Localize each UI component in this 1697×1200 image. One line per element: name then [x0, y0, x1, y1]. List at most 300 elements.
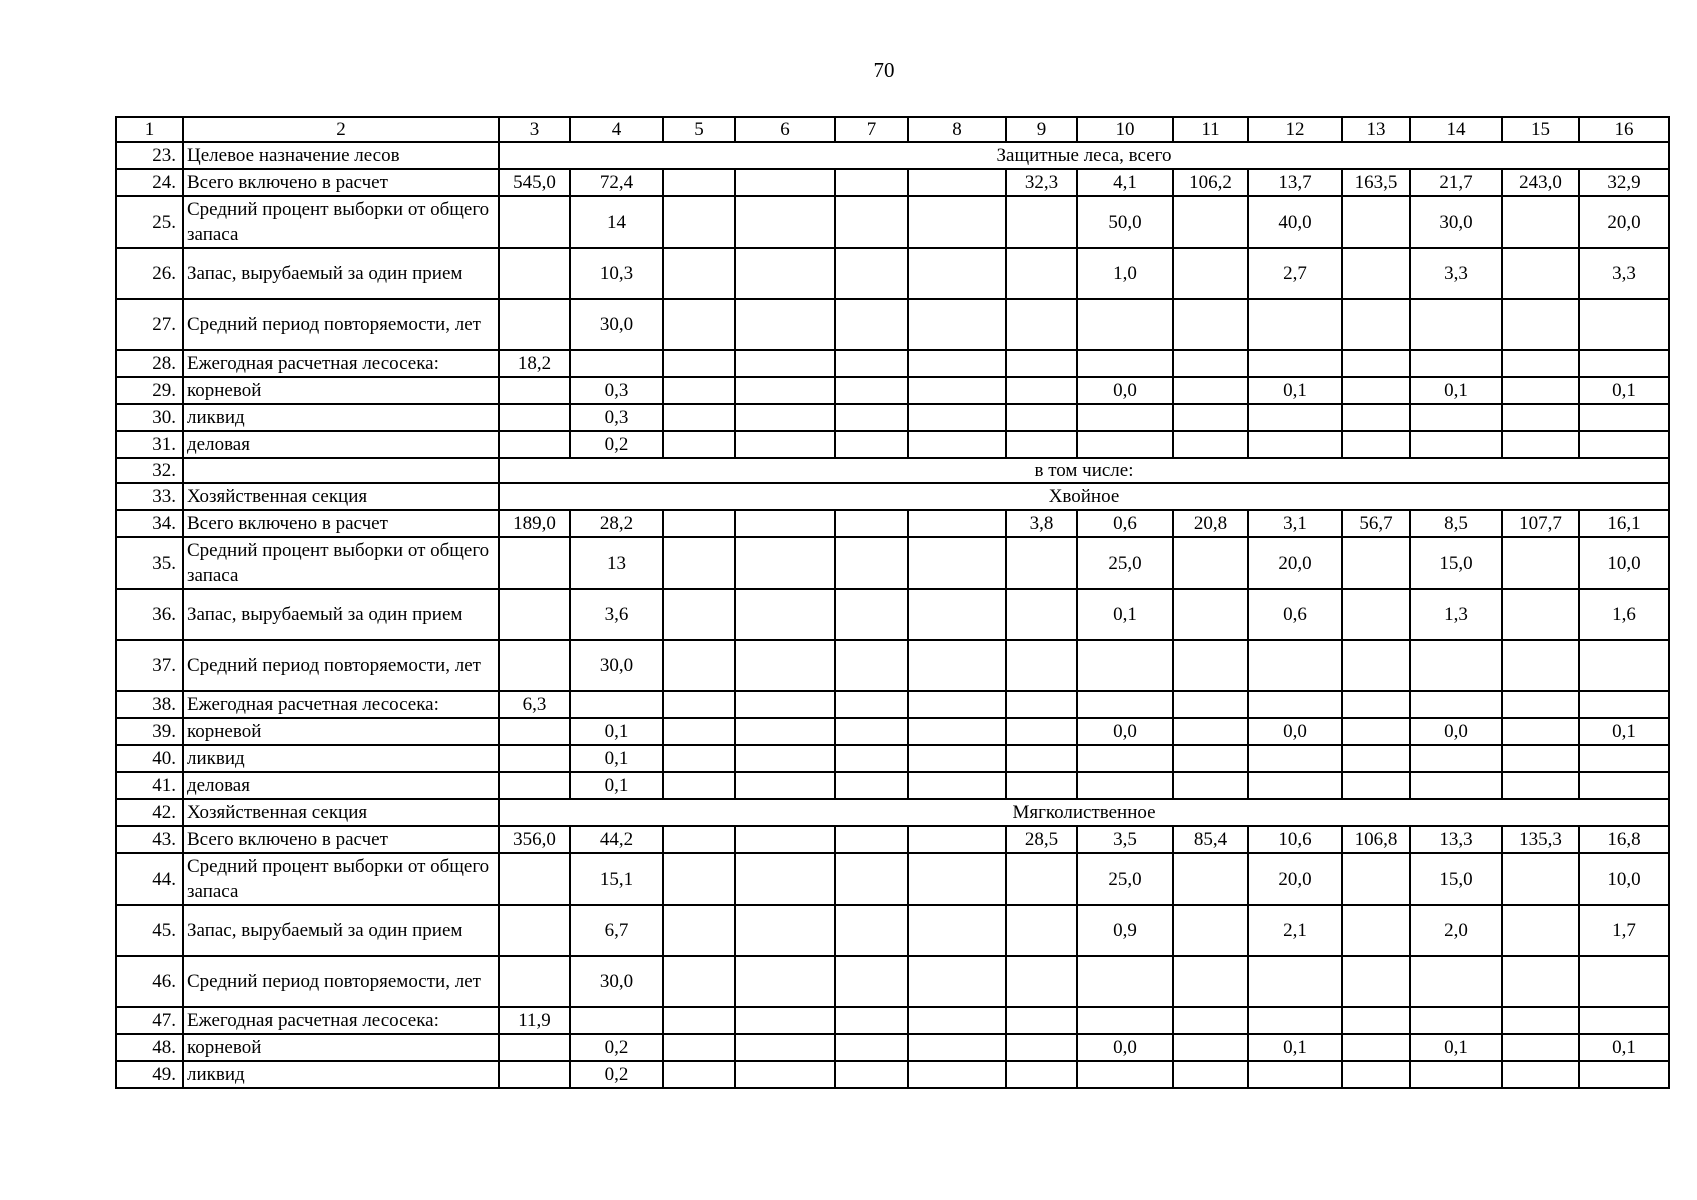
data-cell	[1006, 718, 1077, 745]
data-cell	[499, 772, 570, 799]
data-cell	[663, 1007, 735, 1034]
column-number-header: 14	[1410, 117, 1502, 142]
data-cell: 16,8	[1579, 826, 1669, 853]
data-cell	[1410, 640, 1502, 691]
data-cell	[1342, 377, 1410, 404]
data-cell	[735, 826, 835, 853]
column-number-header: 11	[1173, 117, 1248, 142]
data-cell	[1173, 589, 1248, 640]
data-cell	[835, 826, 908, 853]
data-cell: 3,3	[1410, 248, 1502, 299]
data-cell	[1502, 1034, 1579, 1061]
data-cell	[1410, 431, 1502, 458]
table-row	[116, 905, 1669, 956]
data-cell	[1579, 745, 1669, 772]
data-cell: 545,0	[499, 169, 570, 196]
data-cell	[835, 905, 908, 956]
data-cell: 1,7	[1579, 905, 1669, 956]
data-cell: 14	[570, 196, 663, 248]
data-cell	[499, 718, 570, 745]
data-cell	[1006, 196, 1077, 248]
data-cell: 50,0	[1077, 196, 1173, 248]
table-row	[116, 350, 1669, 377]
data-cell	[1173, 377, 1248, 404]
column-header-row	[116, 117, 1669, 142]
data-cell	[835, 510, 908, 537]
row-label: Всего включено в расчет	[183, 826, 499, 853]
row-label: Средний период повторяемости, лет	[183, 299, 499, 350]
row-label: корневой	[183, 718, 499, 745]
data-cell	[735, 1007, 835, 1034]
row-label: Средний процент выборки от общего запаса	[183, 853, 499, 905]
data-cell	[908, 772, 1006, 799]
data-cell	[1173, 299, 1248, 350]
data-cell: 28,5	[1006, 826, 1077, 853]
data-cell: 3,8	[1006, 510, 1077, 537]
column-number-header: 10	[1077, 117, 1173, 142]
data-cell	[908, 691, 1006, 718]
row-label: Ежегодная расчетная лесосека:	[183, 1007, 499, 1034]
data-cell	[1342, 905, 1410, 956]
data-cell	[1502, 853, 1579, 905]
row-label: Всего включено в расчет	[183, 169, 499, 196]
data-cell: 16,1	[1579, 510, 1669, 537]
data-cell	[663, 905, 735, 956]
data-cell: 10,3	[570, 248, 663, 299]
row-label: корневой	[183, 1034, 499, 1061]
data-cell	[1342, 691, 1410, 718]
data-cell	[1342, 537, 1410, 589]
data-cell	[1173, 772, 1248, 799]
data-cell	[1006, 537, 1077, 589]
data-cell	[1173, 745, 1248, 772]
data-cell	[499, 537, 570, 589]
data-cell	[1077, 772, 1173, 799]
data-cell	[1173, 956, 1248, 1007]
table-row	[116, 404, 1669, 431]
data-cell	[1248, 1007, 1342, 1034]
data-cell: 56,7	[1342, 510, 1410, 537]
data-cell	[1342, 196, 1410, 248]
data-cell	[1342, 589, 1410, 640]
data-cell	[908, 248, 1006, 299]
data-cell: 0,1	[1579, 377, 1669, 404]
data-cell	[1502, 772, 1579, 799]
data-cell	[908, 404, 1006, 431]
data-cell: 30,0	[570, 640, 663, 691]
data-cell: 0,1	[1077, 589, 1173, 640]
column-number-header: 3	[499, 117, 570, 142]
table-row	[116, 691, 1669, 718]
data-cell	[1173, 404, 1248, 431]
table-row	[116, 431, 1669, 458]
data-cell: 3,1	[1248, 510, 1342, 537]
row-label: Запас, вырубаемый за один прием	[183, 589, 499, 640]
data-cell	[1342, 772, 1410, 799]
data-cell	[1579, 431, 1669, 458]
data-cell	[835, 956, 908, 1007]
data-cell	[499, 745, 570, 772]
data-cell	[663, 745, 735, 772]
row-number: 30.	[116, 404, 183, 431]
section-row	[116, 142, 1669, 169]
data-cell	[835, 1034, 908, 1061]
data-cell	[908, 826, 1006, 853]
data-cell	[735, 718, 835, 745]
data-cell: 18,2	[499, 350, 570, 377]
data-cell	[1502, 431, 1579, 458]
row-label: Хозяйственная секция	[183, 799, 499, 826]
data-cell	[835, 718, 908, 745]
data-cell	[1248, 745, 1342, 772]
data-cell	[1502, 691, 1579, 718]
data-cell	[1173, 248, 1248, 299]
data-cell: 40,0	[1248, 196, 1342, 248]
data-cell: 1,6	[1579, 589, 1669, 640]
data-cell	[835, 169, 908, 196]
table-row	[116, 299, 1669, 350]
data-cell	[1006, 956, 1077, 1007]
data-cell	[908, 431, 1006, 458]
data-cell	[735, 772, 835, 799]
table-row	[116, 377, 1669, 404]
data-cell	[1342, 404, 1410, 431]
data-cell	[908, 510, 1006, 537]
data-cell	[735, 537, 835, 589]
row-number: 37.	[116, 640, 183, 691]
data-cell	[1342, 1034, 1410, 1061]
data-cell	[1502, 1007, 1579, 1034]
data-cell: 20,0	[1248, 853, 1342, 905]
data-cell	[735, 196, 835, 248]
data-cell	[1248, 299, 1342, 350]
data-cell	[835, 196, 908, 248]
data-cell	[499, 853, 570, 905]
data-cell	[1077, 404, 1173, 431]
column-number-header: 5	[663, 117, 735, 142]
data-cell	[735, 905, 835, 956]
data-cell	[1502, 299, 1579, 350]
data-cell	[1006, 377, 1077, 404]
data-cell	[1077, 640, 1173, 691]
row-label: Запас, вырубаемый за один прием	[183, 905, 499, 956]
row-label: Средний период повторяемости, лет	[183, 640, 499, 691]
data-cell: 8,5	[1410, 510, 1502, 537]
data-cell: 0,1	[570, 745, 663, 772]
data-cell	[499, 196, 570, 248]
data-cell	[908, 905, 1006, 956]
data-cell: 106,8	[1342, 826, 1410, 853]
table-row	[116, 1061, 1669, 1088]
data-cell: 32,3	[1006, 169, 1077, 196]
data-cell	[663, 589, 735, 640]
data-cell	[735, 956, 835, 1007]
data-cell: 0,2	[570, 431, 663, 458]
data-cell: 0,2	[570, 1034, 663, 1061]
table-row	[116, 853, 1669, 905]
data-cell	[908, 1061, 1006, 1088]
row-label: деловая	[183, 772, 499, 799]
data-cell	[1006, 1034, 1077, 1061]
data-cell	[1410, 350, 1502, 377]
data-cell	[1173, 691, 1248, 718]
data-cell: 0,0	[1077, 377, 1173, 404]
table-row	[116, 589, 1669, 640]
data-cell	[835, 404, 908, 431]
data-cell: 0,6	[1077, 510, 1173, 537]
data-cell: 85,4	[1173, 826, 1248, 853]
data-cell	[1502, 196, 1579, 248]
column-number-header: 4	[570, 117, 663, 142]
row-label: Средний процент выборки от общего запаса	[183, 196, 499, 248]
data-cell	[1248, 640, 1342, 691]
row-label: Средний процент выборки от общего запаса	[183, 537, 499, 589]
data-cell: 0,0	[1077, 1034, 1173, 1061]
section-title: Защитные леса, всего	[499, 142, 1669, 169]
data-cell	[835, 1007, 908, 1034]
row-number: 24.	[116, 169, 183, 196]
data-cell	[835, 772, 908, 799]
table-row	[116, 196, 1669, 248]
data-cell	[1173, 431, 1248, 458]
data-cell	[735, 350, 835, 377]
data-cell	[1342, 956, 1410, 1007]
data-cell: 15,0	[1410, 537, 1502, 589]
data-cell	[1579, 1061, 1669, 1088]
data-cell	[1077, 299, 1173, 350]
data-cell	[908, 169, 1006, 196]
data-cell: 0,1	[1248, 377, 1342, 404]
data-cell: 3,3	[1579, 248, 1669, 299]
row-number: 43.	[116, 826, 183, 853]
data-cell: 4,1	[1077, 169, 1173, 196]
data-cell	[663, 431, 735, 458]
table-row	[116, 640, 1669, 691]
data-cell	[1342, 431, 1410, 458]
column-number-header: 8	[908, 117, 1006, 142]
data-cell	[1502, 905, 1579, 956]
data-cell	[1579, 691, 1669, 718]
data-cell	[663, 691, 735, 718]
data-cell: 0,1	[1410, 1034, 1502, 1061]
data-cell	[835, 377, 908, 404]
data-cell	[735, 510, 835, 537]
data-cell	[908, 956, 1006, 1007]
data-cell: 13	[570, 537, 663, 589]
data-cell: 0,0	[1077, 718, 1173, 745]
row-number: 33.	[116, 483, 183, 510]
data-cell	[735, 299, 835, 350]
data-cell: 30,0	[1410, 196, 1502, 248]
row-number: 46.	[116, 956, 183, 1007]
data-cell	[1077, 956, 1173, 1007]
data-cell	[1173, 1007, 1248, 1034]
table-row	[116, 956, 1669, 1007]
data-cell	[663, 510, 735, 537]
table-row	[116, 169, 1669, 196]
data-cell	[1502, 718, 1579, 745]
column-number-header: 16	[1579, 117, 1669, 142]
data-cell	[499, 404, 570, 431]
data-cell	[1342, 718, 1410, 745]
data-cell	[499, 1034, 570, 1061]
forest-data-table	[115, 116, 1670, 1089]
data-cell	[908, 745, 1006, 772]
row-label: Всего включено в расчет	[183, 510, 499, 537]
table-row	[116, 826, 1669, 853]
data-cell	[1006, 431, 1077, 458]
data-cell	[499, 640, 570, 691]
data-cell	[663, 1061, 735, 1088]
data-cell: 28,2	[570, 510, 663, 537]
data-cell	[1410, 404, 1502, 431]
data-cell	[1077, 691, 1173, 718]
column-number-header: 6	[735, 117, 835, 142]
data-cell	[663, 248, 735, 299]
data-cell: 107,7	[1502, 510, 1579, 537]
data-cell	[835, 248, 908, 299]
row-number: 47.	[116, 1007, 183, 1034]
row-number: 35.	[116, 537, 183, 589]
data-cell	[1579, 1007, 1669, 1034]
column-number-header: 9	[1006, 117, 1077, 142]
data-cell	[1248, 772, 1342, 799]
table-row	[116, 1007, 1669, 1034]
row-label: ликвид	[183, 1061, 499, 1088]
column-number-header: 13	[1342, 117, 1410, 142]
data-cell	[499, 1061, 570, 1088]
data-cell: 0,0	[1410, 718, 1502, 745]
data-cell	[663, 169, 735, 196]
data-cell: 243,0	[1502, 169, 1579, 196]
data-cell: 0,1	[1579, 718, 1669, 745]
row-number: 29.	[116, 377, 183, 404]
row-number: 42.	[116, 799, 183, 826]
data-cell	[735, 248, 835, 299]
data-cell: 3,5	[1077, 826, 1173, 853]
data-cell	[735, 691, 835, 718]
data-cell	[663, 718, 735, 745]
data-cell: 32,9	[1579, 169, 1669, 196]
table-row	[116, 1034, 1669, 1061]
data-cell: 0,1	[570, 772, 663, 799]
data-cell	[735, 1034, 835, 1061]
data-cell	[1173, 640, 1248, 691]
data-cell	[835, 350, 908, 377]
data-cell	[1077, 431, 1173, 458]
section-row	[116, 799, 1669, 826]
data-cell	[499, 299, 570, 350]
data-cell	[1342, 640, 1410, 691]
data-cell: 2,1	[1248, 905, 1342, 956]
data-cell	[1410, 1061, 1502, 1088]
row-number: 44.	[116, 853, 183, 905]
data-cell	[908, 589, 1006, 640]
data-cell	[1077, 745, 1173, 772]
data-cell	[1006, 691, 1077, 718]
data-cell	[735, 1061, 835, 1088]
table-row	[116, 510, 1669, 537]
data-cell	[908, 350, 1006, 377]
data-cell	[499, 905, 570, 956]
row-label: деловая	[183, 431, 499, 458]
data-cell	[1006, 745, 1077, 772]
row-number: 25.	[116, 196, 183, 248]
data-cell: 30,0	[570, 956, 663, 1007]
row-number: 32.	[116, 458, 183, 483]
data-cell	[735, 853, 835, 905]
data-cell	[663, 826, 735, 853]
data-cell	[663, 196, 735, 248]
data-cell	[1173, 905, 1248, 956]
data-cell	[1248, 404, 1342, 431]
row-label: ликвид	[183, 404, 499, 431]
data-cell	[1173, 718, 1248, 745]
data-cell: 72,4	[570, 169, 663, 196]
data-cell	[1173, 1061, 1248, 1088]
data-cell	[1342, 299, 1410, 350]
row-number: 39.	[116, 718, 183, 745]
row-label: ликвид	[183, 745, 499, 772]
row-number: 34.	[116, 510, 183, 537]
data-cell	[663, 1034, 735, 1061]
data-cell	[1006, 404, 1077, 431]
column-number-header: 1	[116, 117, 183, 142]
row-number: 41.	[116, 772, 183, 799]
data-cell: 30,0	[570, 299, 663, 350]
data-cell	[1006, 905, 1077, 956]
row-label: Средний период повторяемости, лет	[183, 956, 499, 1007]
data-cell	[1579, 350, 1669, 377]
data-cell	[735, 431, 835, 458]
data-cell	[835, 537, 908, 589]
data-cell	[663, 299, 735, 350]
data-cell: 6,7	[570, 905, 663, 956]
data-cell	[570, 350, 663, 377]
data-cell	[663, 377, 735, 404]
data-cell: 10,0	[1579, 537, 1669, 589]
data-cell	[1173, 196, 1248, 248]
data-cell: 15,0	[1410, 853, 1502, 905]
data-cell: 13,3	[1410, 826, 1502, 853]
data-cell: 6,3	[499, 691, 570, 718]
data-cell	[1579, 772, 1669, 799]
data-cell	[1410, 772, 1502, 799]
section-row	[116, 458, 1669, 483]
data-cell	[1502, 248, 1579, 299]
section-title: в том числе:	[499, 458, 1669, 483]
data-cell	[1502, 350, 1579, 377]
data-cell	[663, 853, 735, 905]
data-cell	[1502, 745, 1579, 772]
data-cell	[499, 248, 570, 299]
data-cell	[663, 772, 735, 799]
data-cell: 10,6	[1248, 826, 1342, 853]
row-label: корневой	[183, 377, 499, 404]
data-cell	[570, 1007, 663, 1034]
data-cell	[735, 169, 835, 196]
data-cell	[908, 718, 1006, 745]
data-cell: 0,0	[1248, 718, 1342, 745]
data-cell: 20,8	[1173, 510, 1248, 537]
data-cell	[1173, 853, 1248, 905]
data-cell: 25,0	[1077, 853, 1173, 905]
row-number: 48.	[116, 1034, 183, 1061]
data-cell: 44,2	[570, 826, 663, 853]
data-cell	[1342, 248, 1410, 299]
data-cell	[499, 377, 570, 404]
data-cell	[835, 299, 908, 350]
